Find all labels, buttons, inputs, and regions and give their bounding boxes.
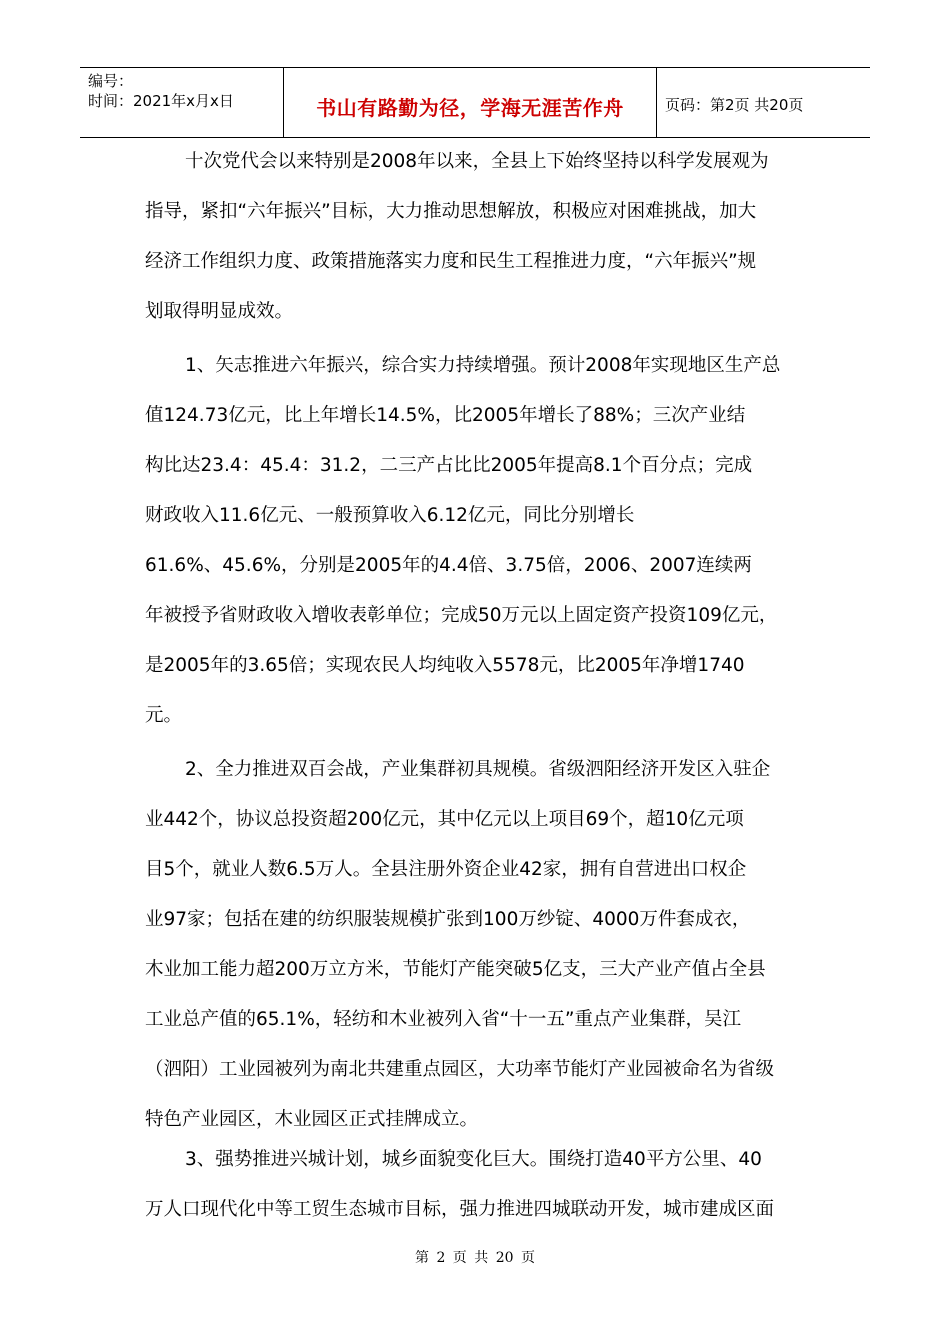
- document-header: [80, 67, 870, 138]
- body-line: 工业总产值的65.1%，轻纺和木业被列入省“十一五”重点产业集群，吴江: [145, 1009, 741, 1030]
- document-time-label: 时间：2021年x月x日: [88, 92, 234, 110]
- body-line: 61.6%、45.6%，分别是2005年的4.4倍、3.75倍，2006、2007连续两: [145, 555, 752, 576]
- header-meta-cell: [80, 68, 284, 137]
- header-motto: 书山有路勤为径，学海无涯苦作舟: [316, 96, 624, 120]
- header-page-cell: [657, 68, 870, 137]
- body-line: 元。: [145, 705, 183, 726]
- body-line: 业442个，协议总投资超200亿元，其中亿元以上项目69个，超10亿元项: [145, 809, 744, 830]
- page-footer: 第 2 页 共 20 页: [415, 1250, 535, 1266]
- body-line: 木业加工能力超200万立方米，节能灯产能突破5亿支，三大产业产值占全县: [145, 959, 766, 980]
- body-line: 财政收入11.6亿元、一般预算收入6.12亿元，同比分别增长: [145, 505, 635, 526]
- body-line: 3、强势推进兴城计划，城乡面貌变化巨大。围绕打造40平方公里、40: [185, 1149, 762, 1170]
- body-line: 经济工作组织力度、政策措施落实力度和民生工程推进力度，“六年振兴”规: [145, 251, 757, 272]
- body-line: 2、全力推进双百会战，产业集群初具规模。省级泗阳经济开发区入驻企: [185, 759, 771, 780]
- body-line: 年被授予省财政收入增收表彰单位；完成50万元以上固定资产投资109亿元，: [145, 605, 778, 626]
- body-line: 指导，紧扣“六年振兴”目标，大力推动思想解放，积极应对困难挑战，加大: [145, 201, 757, 222]
- body-line: 十次党代会以来特别是2008年以来，全县上下始终坚持以科学发展观为: [185, 151, 769, 172]
- body-line: 划取得明显成效。: [145, 301, 294, 322]
- document-code-label: 编号：: [88, 72, 134, 90]
- body-line: 值124.73亿元，比上年增长14.5%，比2005年增长了88%；三次产业结: [145, 405, 746, 426]
- body-line: 万人口现代化中等工贸生态城市目标，强力推进四城联动开发，城市建成区面: [145, 1199, 775, 1220]
- header-motto-cell: [284, 68, 657, 137]
- body-line: 特色产业园区，木业园区正式挂牌成立。: [145, 1109, 479, 1130]
- body-line: 是2005年的3.65倍；实现农民人均纯收入5578元，比2005年净增1740: [145, 655, 745, 676]
- body-line: 构比达23.4：45.4：31.2，二三产占比比2005年提高8.1个百分点；完成: [145, 455, 753, 476]
- header-page-number: 页码：第2页 共20页: [665, 96, 804, 114]
- body-line: （泗阳）工业园被列为南北共建重点园区，大功率节能灯产业园被命名为省级: [145, 1059, 775, 1080]
- body-line: 1、矢志推进六年振兴，综合实力持续增强。预计2008年实现地区生产总: [185, 355, 781, 376]
- body-line: 业97家；包括在建的纺织服装规模扩张到100万纱锭、4000万件套成衣，: [145, 909, 751, 930]
- body-line: 目5个，就业人数6.5万人。全县注册外资企业42家，拥有自营进出口权企: [145, 859, 747, 880]
